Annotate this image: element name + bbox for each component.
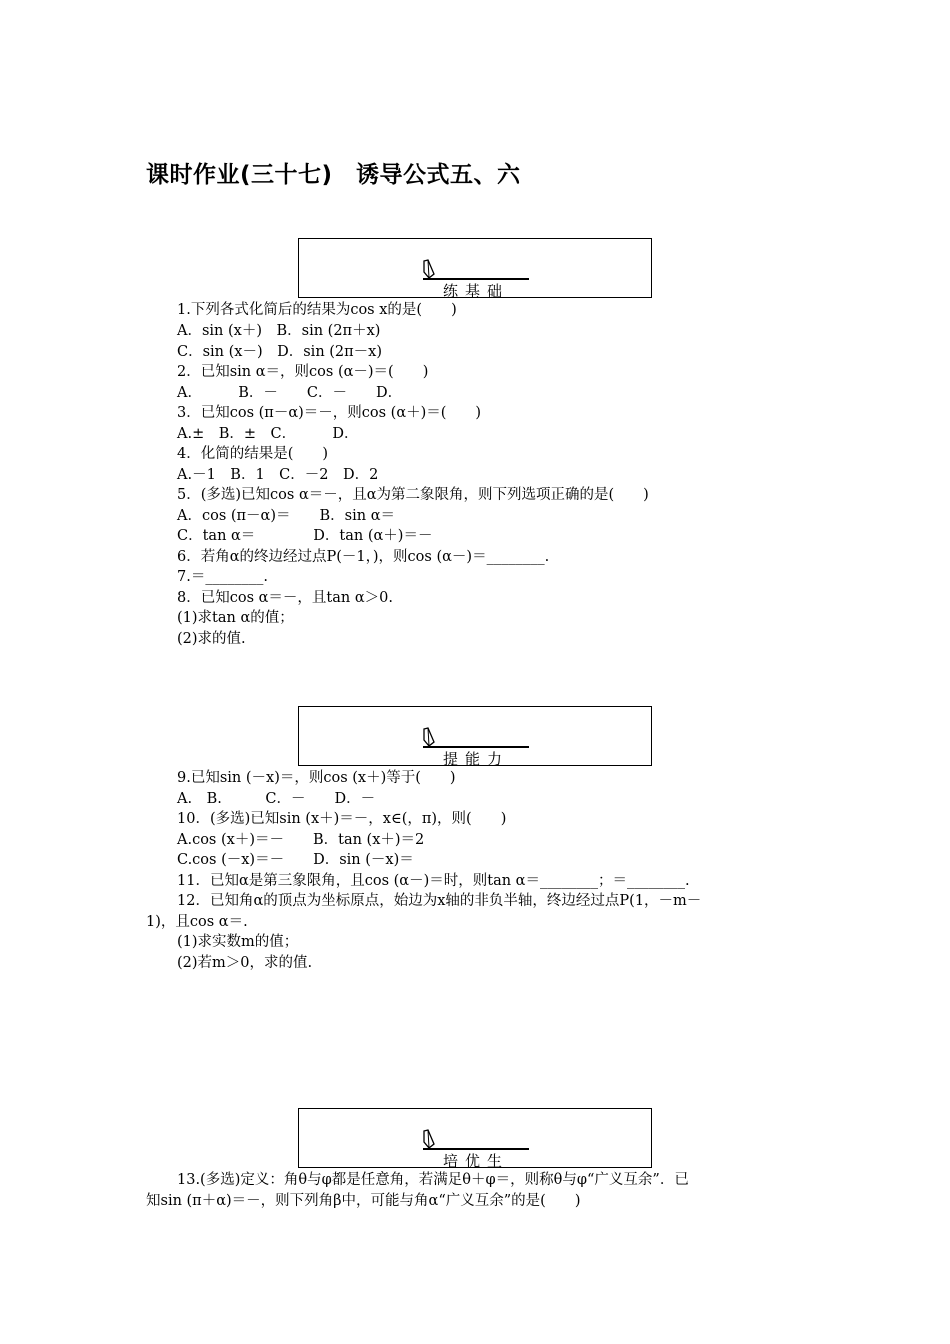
question-11: 11．已知α是第三象限角，且cos (α－)＝时，则tan α＝________；＝________. [177,873,690,889]
question-2: 2．已知sin α＝，则cos (α－)＝( ) [177,364,429,380]
pencil-icon [421,259,437,279]
question-10: 10．(多选)已知sin (x＋)＝－，x∈(，π)，则( ) [177,811,507,827]
options-9: A. B. C．－ D．－ [177,791,376,807]
section-header-ability [298,706,652,766]
options-5cd: C．tan α＝ D．tan (α＋)＝－ [177,528,433,544]
question-12-part1: (1)求实数m的值； [177,934,299,950]
question-9: 9.已知sin (－x)＝，则cos (x＋)等于( ) [177,770,456,786]
options-2: A． B．－ C．－ D． [177,385,403,401]
question-6: 6．若角α的终边经过点P(－1，)，则cos (α－)＝________. [177,549,550,565]
options-10ab: A.cos (x＋)＝－ B．tan (x＋)＝2 [177,832,425,848]
question-1: 1.下列各式化简后的结果为cos x的是( ) [177,302,457,318]
question-12-cont: 1)，且cos α＝. [146,914,248,930]
options-1cd: C．sin (x－) D．sin (2π－x) [177,344,383,360]
question-12: 12．已知角α的顶点为坐标原点，始边为x轴的非负半轴，终边经过点P(1，－m－ [177,893,702,909]
options-4: A.－1 B．1 C．－2 D．2 [177,467,379,483]
section-header-basic [298,238,652,298]
section-label: 培优生 [442,1152,509,1170]
options-3: A.± B．± C． D． [177,426,359,442]
question-13: 13.(多选)定义：角θ与φ都是任意角，若满足θ＋φ＝，则称θ与φ“广义互余”．已 [177,1172,689,1188]
pencil-icon [421,727,437,747]
pencil-icon [421,1129,437,1149]
question-4: 4．化简的结果是( ) [177,446,329,462]
question-12-part2: (2)若m＞0，求的值. [177,955,313,971]
options-1ab: A．sin (x＋) B．sin (2π＋x) [177,323,381,339]
page-title: 课时作业(三十七) 诱导公式五、六 [146,162,521,188]
section-label: 提能力 [442,750,509,768]
question-7: 7.＝________. [177,569,268,585]
question-8-part1: (1)求tan α的值； [177,610,294,626]
question-8-part2: (2)求的值. [177,631,246,647]
options-5ab: A．cos (π－α)＝ B．sin α＝ [177,508,395,524]
question-5: 5．(多选)已知cos α＝－，且α为第二象限角，则下列选项正确的是( ) [177,487,649,503]
question-3: 3．已知cos (π－α)＝－，则cos (α＋)＝( ) [177,405,482,421]
section-header-advanced [298,1108,652,1168]
question-13-cont: 知sin (π＋α)＝－，则下列角β中，可能与角α“广义互余”的是( ) [146,1193,581,1209]
section-label: 练基础 [442,282,509,300]
options-10cd: C.cos (－x)＝－ D．sin (－x)＝ [177,852,414,868]
question-8: 8．已知cos α＝－，且tan α＞0. [177,590,393,606]
